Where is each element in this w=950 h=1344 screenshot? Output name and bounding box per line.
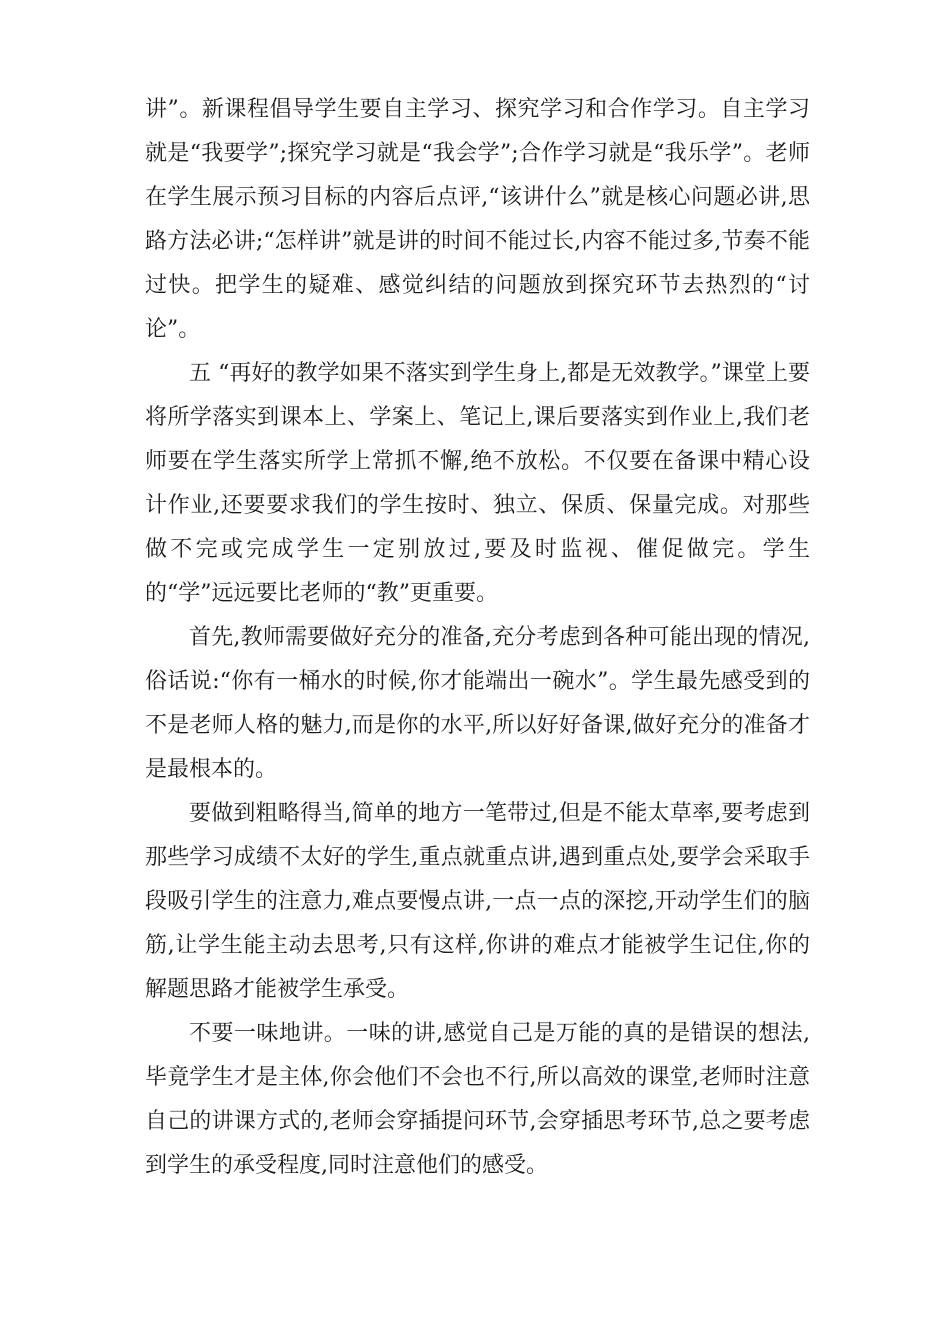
document-body bbox=[145, 88, 810, 1188]
paragraph-preparation: 首先,教师需要做好充分的准备,充分考虑到各种可能出现的情况,俗话说:“你有一桶水的时候,你才能端出一碗水”。学生最先感受到的不是老师人格的魅力,而是你的水平,所以好好备课,做好充分的准备才是最根本的。 bbox=[145, 625, 810, 782]
paragraph-emphasis: 要做到粗略得当,简单的地方一笔带过,但是不能太草率,要考虑到那些学习成绩不太好的学生,重点就重点讲,遇到重点处,要学会采取手段吸引学生的注意力,难点要慢点讲,一点一点的深挖,开动学生们的脑筋,让学生能主动去思考,只有这样,你讲的难点才能被学生记住,你的解题思路才能被学生承受。 bbox=[145, 801, 810, 1002]
paragraph-section-five: 五 “再好的教学如果不落实到学生身上,都是无效教学。”课堂上要将所学落实到课本上、学案上、笔记上,课后要落实到作业上,我们老师要在学生落实所学上常抓不懈,绝不放松。不仅要在备课中精心设计作业,还要要求我们的学生按时、独立、保质、保量完成。对那些做不完或完成学生一定别放过,要及时监视、催促做完。学生的“学”远远要比老师的“教”更重要。 bbox=[145, 361, 810, 606]
paragraph-not-only-lecture: 不要一味地讲。一味的讲,感觉自己是万能的真的是错误的想法,毕竟学生才是主体,你会他们不会也不行,所以高效的课堂,老师时注意自己的讲课方式的,老师会穿插提问环节,会穿插思考环节,总之要考虑到学生的承受程度,同时注意他们的感受。 bbox=[145, 1021, 810, 1178]
paragraph-continuation: 讲”。新课程倡导学生要自主学习、探究学习和合作学习。自主学习就是“我要学”;探究学习就是“我会学”;合作学习就是“我乐学”。老师在学生展示预习目标的内容后点评,“该讲什么”就是核心问题必讲,思路方法必讲;“怎样讲”就是讲的时间不能过长,内容不能过多,节奏不能过快。把学生的疑难、感觉纠结的问题放到探究环节去热烈的“讨论”。 bbox=[145, 97, 810, 342]
